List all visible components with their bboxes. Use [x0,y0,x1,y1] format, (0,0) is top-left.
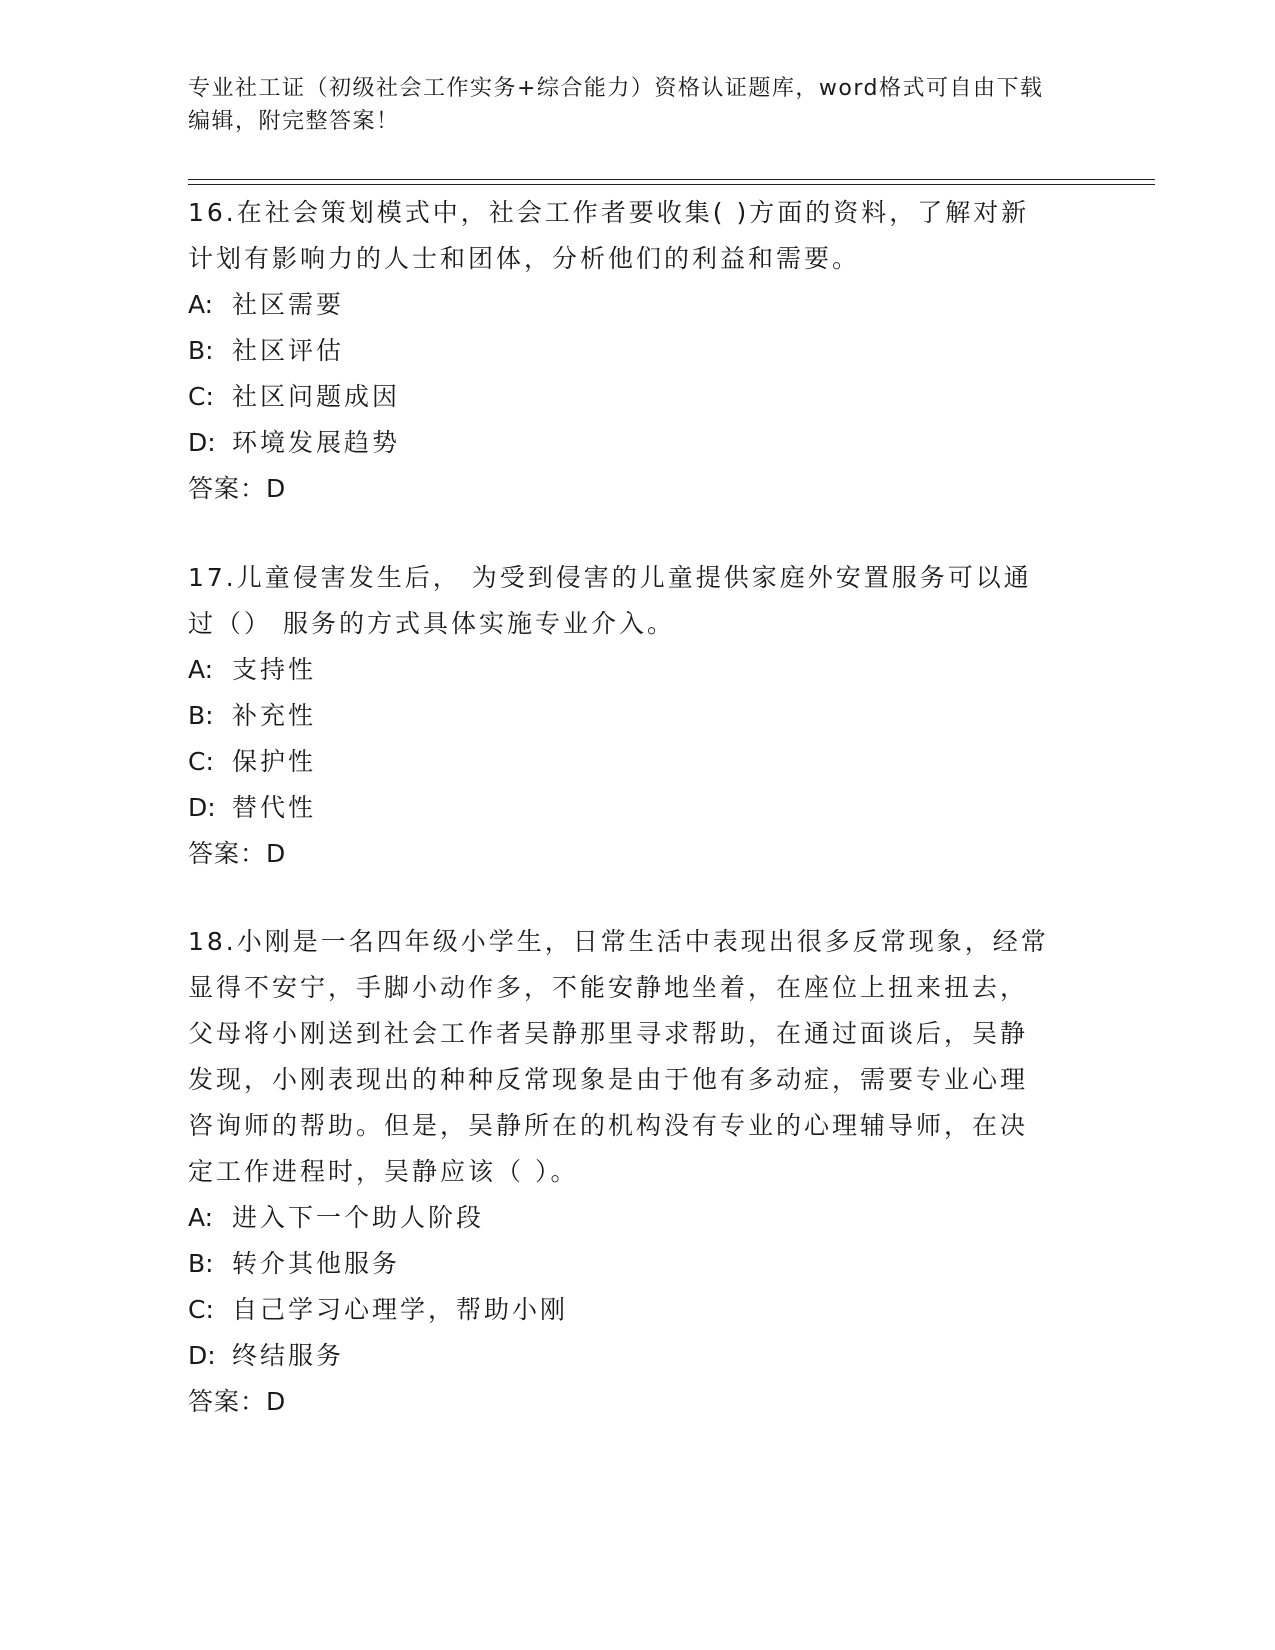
option-text: 保护性 [232,747,317,776]
option-key: D: [188,793,216,822]
option-key: A: [188,290,214,319]
question-18 [188,919,1088,1425]
option-c [188,374,1088,420]
option-a [188,282,1088,328]
option-a [188,647,1088,693]
question-17 [188,555,1088,877]
option-text: 终结服务 [232,1341,345,1370]
option-text: 自己学习心理学，帮助小刚 [232,1295,569,1324]
option-c [188,1287,1088,1333]
option-key: B: [188,336,214,365]
option-key: A: [188,655,214,684]
document-header: 专业社工证（初级社会工作实务+综合能力）资格认证题库，word格式可自由下载 编辑，附完整答案！ [188,76,1044,134]
option-text: 支持性 [232,655,317,684]
option-key: A: [188,1203,214,1232]
option-key: D: [188,428,216,457]
option-key: B: [188,1249,214,1278]
option-key: D: [188,1341,216,1370]
option-a [188,1195,1088,1241]
question-stem: 18.小刚是一名四年级小学生，日常生活中表现出很多反常现象，经常 显得不安宁，手脚小动作多，不能安静地坐着，在座位上扭来扭去， 父母将小刚送到社会工作者吴静那里寻求帮助，在通过面谈后，吴静 发现，小刚表现出的种种反常现象是由于他有多动症，需要专业心理 咨询师的帮助。但是，吴静所在的机构没有专业的心理辅导师，在决 定工作进程时，吴静应该（ ）。 [188,927,1049,1186]
option-key: C: [188,382,214,411]
option-key: C: [188,747,214,776]
option-b [188,328,1088,374]
option-d [188,785,1088,831]
question-stem: 16.在社会策划模式中，社会工作者要收集( )方面的资料，了解对新 计划有影响力的人士和团体，分析他们的利益和需要。 [188,198,1030,273]
question-16 [188,190,1088,512]
option-text: 进入下一个助人阶段 [232,1203,485,1232]
answer-line: 答案：D [188,839,287,868]
option-key: C: [188,1295,214,1324]
option-text: 替代性 [232,793,317,822]
header-divider-bottom [188,184,1155,185]
option-text: 社区评估 [232,336,345,365]
option-key: B: [188,701,214,730]
option-b [188,693,1088,739]
option-text: 环境发展趋势 [232,428,401,457]
answer-line: 答案：D [188,1387,287,1416]
option-c [188,739,1088,785]
option-text: 转介其他服务 [232,1249,401,1278]
question-stem: 17.儿童侵害发生后， 为受到侵害的儿童提供家庭外安置服务可以通 过（） 服务的方式具体实施专业介入。 [188,563,1032,638]
option-text: 社区问题成因 [232,382,401,411]
option-b [188,1241,1088,1287]
option-d [188,1333,1088,1379]
answer-line: 答案：D [188,474,287,503]
header-divider-top [188,179,1155,180]
option-text: 社区需要 [232,290,345,319]
option-d [188,420,1088,466]
option-text: 补充性 [232,701,317,730]
